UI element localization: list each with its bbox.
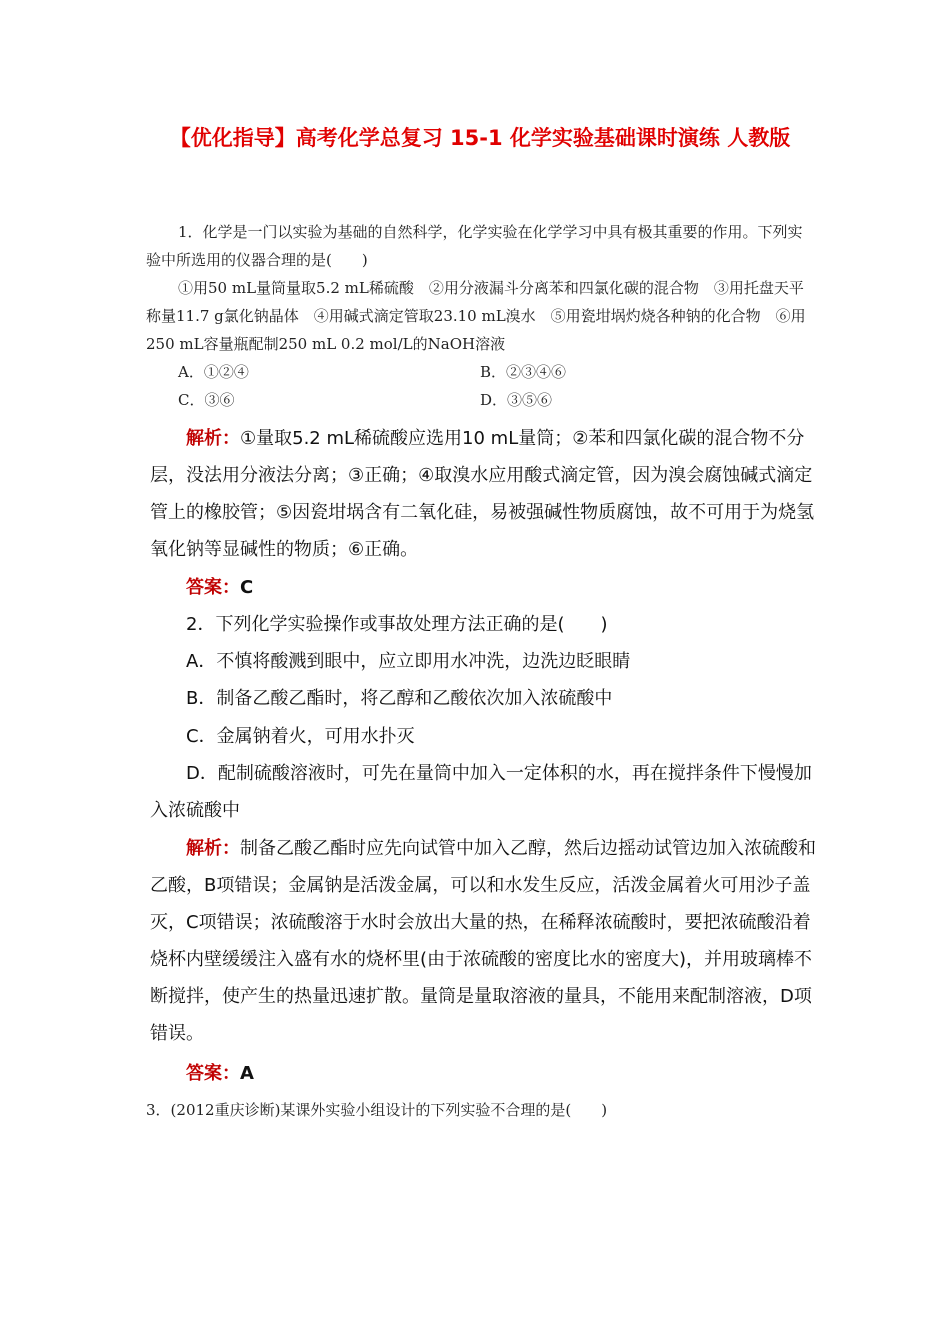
q3-stem: 3．(2012重庆诊断)某课外实验小组设计的下列实验不合理的是( ) xyxy=(146,1101,608,1119)
q2-stem: 2．下列化学实验操作或事故处理方法正确的是( ) xyxy=(186,614,608,635)
q2-analysis-label: 解析： xyxy=(186,838,240,859)
q1-answer-label: 答案： xyxy=(186,577,240,598)
q1-items: ①用50 mL量筒量取5.2 mL稀硫酸 ②用分液漏斗分离苯和四氯化碳的混合物 ③用托盘天平称量11.7 g氯化钠晶体 ④用碱式滴定管取23.10 mL溴水 ⑤用瓷坩埚灼烧各种钠的化合物 ⑥用250 mL容量瓶配制250 mL 0.2 mol/L的NaOH溶液 xyxy=(146,279,806,353)
q1-analysis-label: 解析： xyxy=(186,428,240,449)
q1-analysis xyxy=(150,420,816,568)
q2-option-a: A．不慎将酸溅到眼中，应立即用水冲洗，边洗边眨眼睛 xyxy=(186,651,631,672)
q1-option-c: C．③⑥ xyxy=(178,391,235,409)
q1-stem: 1．化学是一门以实验为基础的自然科学，化学实验在化学学习中具有极其重要的作用。下列实验中所选用的仪器合理的是( ) xyxy=(146,223,803,269)
q1-option-d: D．③⑤⑥ xyxy=(480,391,553,409)
q1-option-b: B．②③④⑥ xyxy=(480,363,567,381)
q2-answer-label: 答案： xyxy=(186,1063,240,1084)
q2-analysis-text: 制备乙酸乙酯时应先向试管中加入乙醇，然后边摇动试管边加入浓硫酸和乙酸，B项错误；金属钠是活泼金属，可以和水发生反应，活泼金属着火可用沙子盖灭，C项错误；浓硫酸溶于水时会放出大量的热，在稀释浓硫酸时，要把浓硫酸沿着烧杯内壁缓缓注入盛有水的烧杯里(由于浓硫酸的密度比水的密度大)，并用玻璃棒不断搅拌，使产生的热量迅速扩散。量筒是量取溶液的量具，不能用来配制溶液，D项错误。 xyxy=(150,838,816,1044)
q2-answer-value: A xyxy=(240,1063,254,1084)
document-title: 【优化指导】高考化学总复习 15-1 化学实验基础课时演练 人教版 xyxy=(169,126,791,150)
q2-option-c: C．金属钠着火，可用水扑灭 xyxy=(186,726,415,747)
q2-analysis xyxy=(150,830,816,1052)
q2-option-b: B．制备乙酸乙酯时，将乙醇和乙酸依次加入浓硫酸中 xyxy=(186,688,613,709)
q2-answer xyxy=(186,1055,254,1092)
q2-option-d: D．配制硫酸溶液时，可先在量筒中加入一定体积的水，再在搅拌条件下慢慢加入浓硫酸中 xyxy=(150,763,812,821)
q1-analysis-text: ①量取5.2 mL稀硫酸应选用10 mL量筒；②苯和四氯化碳的混合物不分层，没法用分液法分离；③正确；④取溴水应用酸式滴定管，因为溴会腐蚀碱式滴定管上的橡胶管；⑤因瓷坩埚含有二氧化硅，易被强碱性物质腐蚀，故不可用于为烧氢氧化钠等显碱性的物质；⑥正确。 xyxy=(150,428,815,560)
q1-answer xyxy=(186,569,253,606)
q1-option-a: A．①②④ xyxy=(178,363,249,381)
q1-answer-value: C xyxy=(240,577,254,598)
